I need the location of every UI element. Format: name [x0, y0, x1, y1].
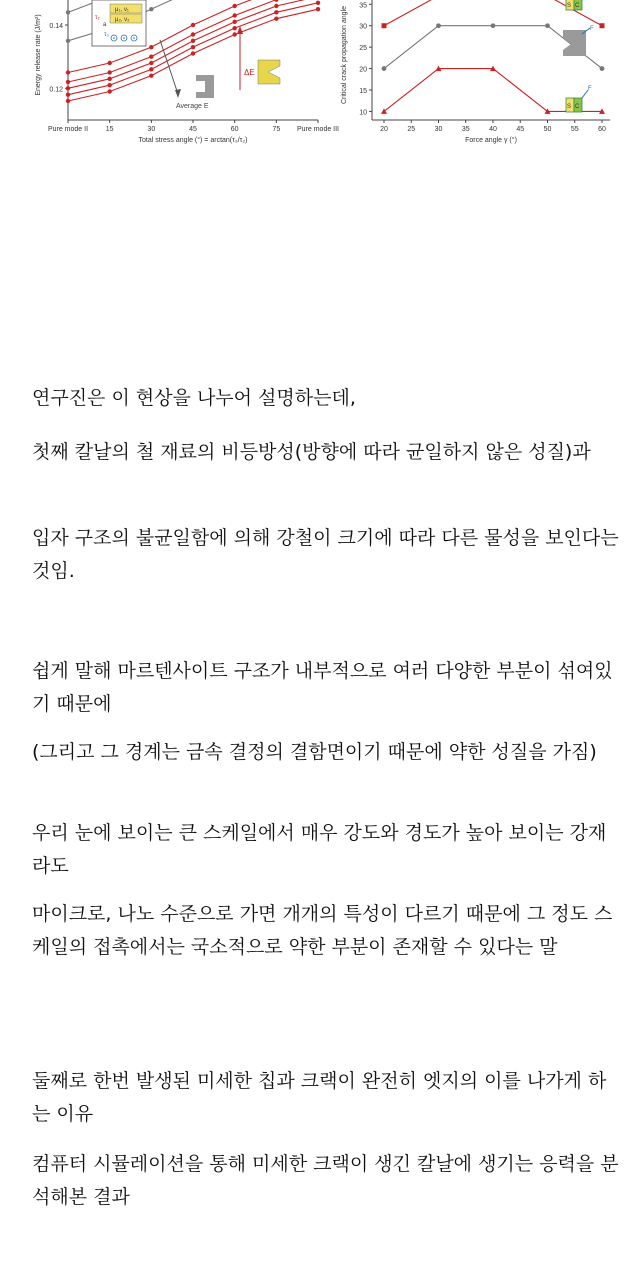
x-tick-label: 45 — [189, 126, 197, 133]
x-axis-label: Total stress angle (°) = arctan(τ₃/τ₂) — [138, 137, 248, 144]
paragraph-second-cause: 둘째로 한번 발생된 미세한 칩과 크랙이 완전히 엣지의 이를 나가게 하는 이유 — [32, 1070, 607, 1125]
x-tick-label: 25 — [407, 126, 416, 133]
data-point — [545, 23, 550, 28]
y-axis-label: Critical crack propagation angle — [341, 5, 348, 105]
data-point — [107, 70, 111, 74]
data-point — [232, 13, 236, 17]
data-point — [66, 99, 70, 103]
inset-out-of-plane-dot — [123, 37, 125, 39]
average-e-arrow — [160, 40, 178, 94]
data-point — [107, 89, 111, 93]
y-tick-label: 20 — [359, 66, 367, 74]
delta-e-label: ΔE — [244, 68, 255, 77]
data-point — [382, 23, 387, 28]
data-point — [191, 23, 195, 27]
x-tick-label: 20 — [380, 126, 388, 133]
y-tick-label: 0.14 — [49, 23, 63, 30]
x-tick-label: 50 — [543, 126, 552, 133]
paragraph-grain-structure: 입자 구조의 불균일함에 의해 강철이 크기에 따라 다른 물성을 보인다는 것임. — [32, 527, 619, 582]
data-point — [191, 51, 195, 55]
data-point — [66, 10, 70, 14]
paragraph-boundary: (그리고 그 경계는 금속 결정의 결함면이기 때문에 약한 성질을 가짐) — [32, 741, 597, 763]
x-tick-label: 15 — [105, 126, 114, 133]
y-tick-label: 30 — [359, 23, 367, 31]
y-tick-label: 25 — [359, 45, 367, 53]
specimen-icon-gray — [196, 75, 214, 98]
x-tick-label: 60 — [598, 126, 606, 133]
data-point — [107, 83, 111, 87]
x-tick-label: Pure mode II — [47, 126, 89, 133]
data-point — [66, 86, 70, 90]
inset-out-of-plane-dot — [113, 37, 115, 39]
data-point — [149, 73, 153, 77]
x-tick-label: 60 — [230, 126, 239, 133]
inset-label-a: a — [103, 22, 107, 28]
data-point — [316, 7, 320, 11]
data-point — [191, 39, 195, 43]
specimen-c-top-label: C — [575, 3, 580, 9]
force-label-middle: F — [590, 26, 594, 32]
inset-label-mu1: μ₁, ν₁ — [115, 7, 129, 13]
data-point — [491, 23, 496, 28]
x-tick-label: 75 — [272, 126, 281, 133]
data-point — [316, 1, 320, 5]
paragraph-martensite: 쉽게 말해 마르텐사이트 구조가 내부적으로 여러 다양한 부분이 섞여있기 때문에 — [32, 660, 613, 715]
force-label-bottom: F — [588, 86, 592, 92]
x-tick-label: 30 — [434, 126, 443, 133]
inset-out-of-plane-dot — [133, 37, 135, 39]
data-point — [232, 4, 236, 8]
data-point — [66, 70, 70, 74]
paragraph-micro-nano: 마이크로, 나노 수준으로 가면 개개의 특성이 다르기 때문에 그 정도 스케일의 접촉에서는 국소적으로 약한 부분이 존재할 수 있다는 말 — [32, 903, 613, 958]
data-point — [149, 45, 153, 49]
data-point — [274, 4, 278, 8]
paragraph-macro-scale: 우리 눈에 보이는 큰 스케일에서 매우 강도와 경도가 높아 보이는 강재라도 — [32, 822, 607, 877]
specimen-s-top-label: S — [567, 3, 572, 9]
data-point — [232, 26, 236, 30]
y-tick-label: 0.12 — [49, 86, 63, 94]
data-point — [149, 54, 153, 58]
specimen-s-bottom-label: S — [567, 104, 572, 110]
x-tick-label: 35 — [461, 126, 470, 133]
x-tick-label: 30 — [147, 126, 156, 133]
x-tick-label: 45 — [516, 126, 525, 133]
data-point — [436, 23, 441, 28]
data-point — [274, 0, 278, 2]
data-point — [149, 67, 153, 71]
chart-energy-release-rate — [35, 0, 339, 144]
data-point — [107, 77, 111, 81]
data-point — [191, 32, 195, 36]
data-point — [66, 39, 70, 43]
data-point — [191, 45, 195, 49]
paragraph-intro: 연구진은 이 현상을 나누어 설명하는데, — [32, 387, 356, 409]
inset-label-tau2: τ₂ — [95, 15, 100, 21]
x-tick-label: 40 — [489, 126, 497, 133]
data-point — [149, 7, 153, 11]
paragraph-simulation: 컴퓨터 시뮬레이션을 통해 미세한 크랙이 생긴 칼날에 생기는 응력을 분석해본 결과 — [32, 1153, 619, 1208]
y-axis-label: Energy release rate (J/m²) — [35, 14, 42, 96]
data-point — [382, 66, 387, 71]
data-point — [232, 20, 236, 24]
chart-crack-propagation-angle — [341, 0, 610, 144]
data-point — [232, 32, 236, 36]
charts-strip — [0, 0, 640, 150]
average-e-label: Average E — [176, 103, 209, 110]
inset-label-mu2: μ₂, ν₂ — [115, 17, 130, 23]
data-point — [107, 61, 111, 65]
y-tick-label: 35 — [359, 2, 367, 10]
data-point — [66, 92, 70, 96]
data-point — [274, 16, 278, 20]
data-point — [600, 66, 605, 71]
data-point — [149, 61, 153, 65]
inset-label-tau3: τ₃ — [104, 32, 109, 38]
specimen-icon-yellow — [258, 60, 280, 84]
data-point — [600, 23, 605, 28]
average-e-arrowhead — [175, 89, 181, 98]
specimen-c-bottom-label: C — [575, 104, 580, 110]
paragraph-first-cause: 첫째 칼날의 철 재료의 비등방성(방향에 따라 균일하지 않은 성질)과 — [32, 441, 591, 463]
data-point — [66, 80, 70, 84]
x-axis-label: Force angle γ (°) — [465, 137, 517, 144]
y-tick-label: 15 — [359, 88, 367, 95]
data-point — [274, 10, 278, 14]
x-tick-label: Pure mode III — [296, 126, 340, 133]
x-tick-label: 55 — [570, 126, 579, 133]
y-tick-label: 10 — [359, 109, 367, 117]
